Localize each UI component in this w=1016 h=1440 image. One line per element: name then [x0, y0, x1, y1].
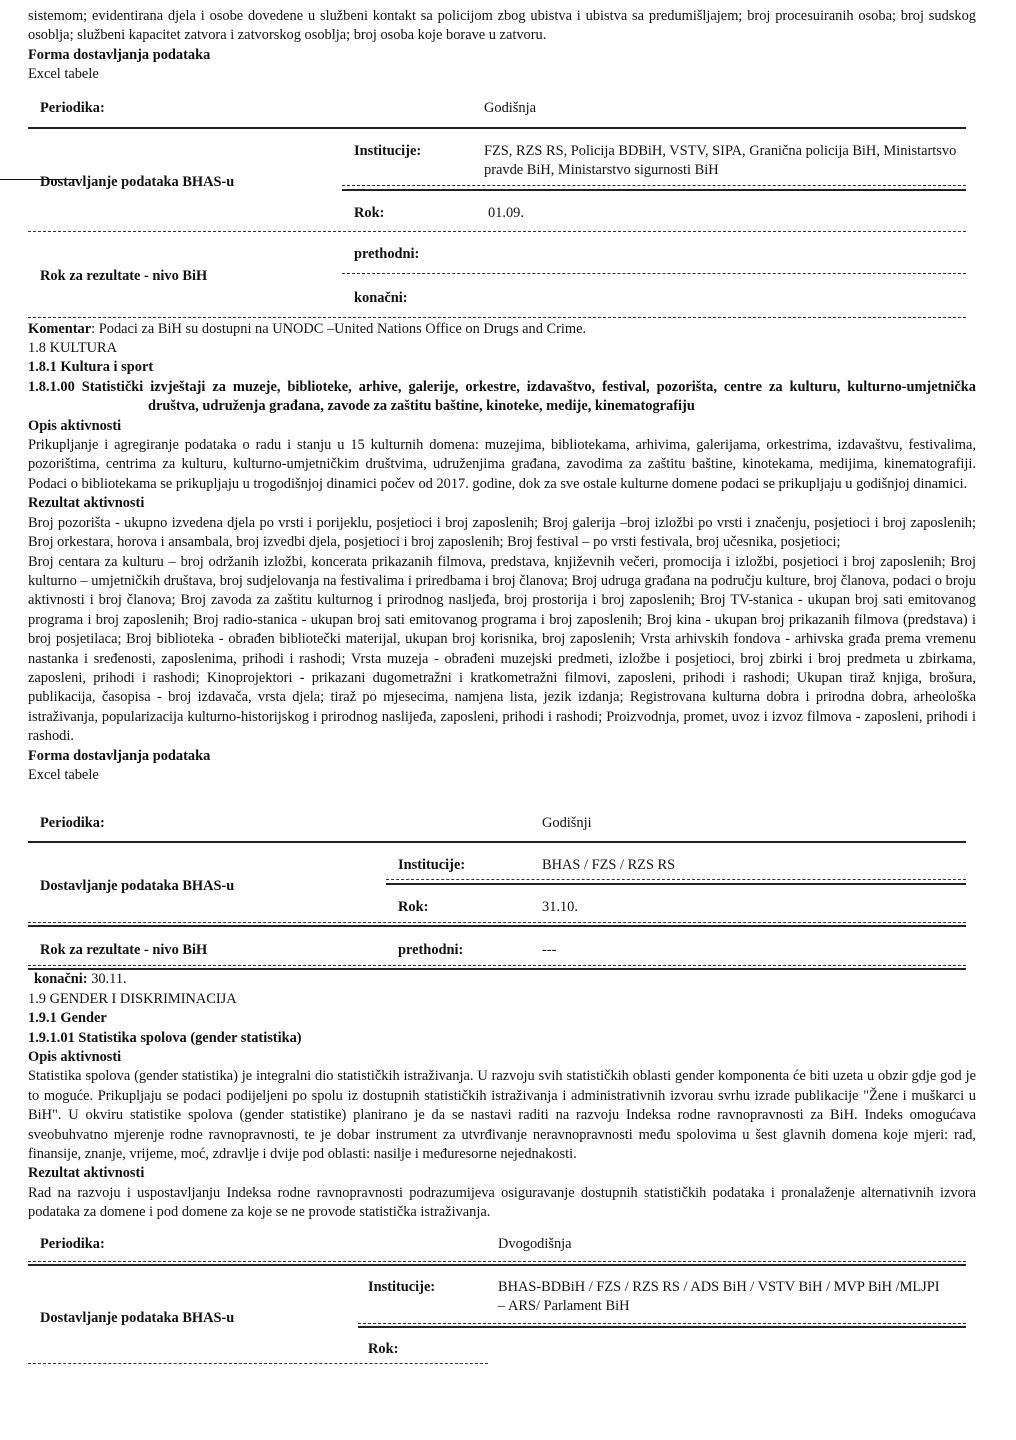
- table-divider: [28, 1261, 966, 1262]
- komentar-text: : Podaci za BiH su dostupni na UNODC –United Nations Office on Drugs and Crime.: [91, 320, 587, 337]
- konacni-value: 30.11.: [87, 971, 127, 988]
- opis-text: Prikupljanje i agregiranje podataka o radu i stanju u 15 kulturnih domena: muzejima, bibliotekama, arhivima, galerijama, orkestrima, izdavaštvu, festivalima, pozorištima, centrima za kulturu, kulturno-umjetničkim društvima, udruženjima građana, zavodima za zaštitu baštine, kinotekama, medijima, kinematografiji. Podaci o bibliotekama se prikupljaju u trogodišnjoj dinamici počev od 2017. godine, dok za sve ostale kulturne domene podaci se prikupljaju u godišnjoj dinamici.: [28, 437, 976, 492]
- schedule-table-kultura: [28, 812, 966, 1002]
- table-divider: [386, 883, 966, 885]
- rok-label: Rok:: [354, 204, 385, 221]
- forma-heading: Forma dostavljanja podataka: [28, 46, 211, 63]
- opis-heading: Opis aktivnosti: [28, 1049, 122, 1065]
- institucije-value: FZS, RZS RS, Policija BDBiH, VSTV, SIPA, Granična policija BiH, Ministartsvo pravde BiH, Ministarstvo sigurnosti BiH: [484, 142, 957, 178]
- opis-heading: Opis aktivnosti: [28, 417, 122, 434]
- table-divider: [28, 231, 966, 232]
- document-page: [28, 7, 976, 1383]
- rok-value: 31.10.: [542, 899, 578, 916]
- table-divider: [28, 968, 966, 970]
- konacni-label: konačni:: [354, 289, 408, 306]
- opis-text: Statistika spolova (gender statistika) je integralni dio statističkih istraživanja. U razvoju svih statističkih oblasti gender komponenta će biti uzeta u obzir gdje god je to moguće. Prikupljaju se podaci podijeljeni po spolu iz dostupnih statističkih istraživanja i administrativnih izvorau svrhu izrade publikacije "Žene i muškarci u BiH". U okviru statistike spolova (gender statistike) planirano je da se nastavi raditi na razvoju Indeksa rodne ravnopravnosti za BiH. Indeks omogućava sveobuhvatno mjerenje rodne ravnopravnosti, te je dobar instrument za utvrđivanje neravnopravnosti među spolovima u šest glavnih domena koje mjeri: rad, finansije, znanje, vrijeme, moć, zdravlje i dvije pod oblasti: nasilje i međuresorne nejednakosti.: [28, 1068, 976, 1163]
- rezultat-heading: Rezultat aktivnosti: [28, 1165, 145, 1182]
- komentar-line: [28, 320, 976, 339]
- section-heading: 1.8 KULTURA: [28, 340, 118, 357]
- item-title: 1.8.1.00 Statistički izvještaji za muzeje, biblioteke, arhive, galerije, orkestre, izdavaštvo, festival, pozorišta, centre za kulturu, kulturno-umjetnička društva, udruženja građana, zavode za zaštitu baštine, kinoteke, medije, kinematografiju: [28, 378, 976, 415]
- table-divider: [28, 922, 966, 923]
- rezultat-text: Broj pozorišta - ukupno izvedena djela po vrsti i porijeklu, posjetioci i broj zaposlenih; Broj galerija –broj izložbi po vrsti i značenju, posjetioci i broj zaposlenih; Broj orkestara, horova i ansambala, broj izvedbi djela, posjetioci i broj zaposlenih; Broj festival – po vrsti festivala, broj učesnika, posjetioci;: [28, 514, 976, 551]
- rezultat-text: Rad na razvoju i uspostavljanju Indeksa rodne ravnopravnosti podrazumijeva osiguravanje dostupnih statističkih podataka i pronalaženje alternativnih izvora podataka za domene i pod domene za koje se ne provode statistička istraživanja.: [28, 1184, 976, 1221]
- table-divider: [28, 841, 966, 843]
- rezultate-label: Rok za rezultate - nivo BiH: [40, 942, 208, 959]
- item-title: 1.9.1.01 Statistika spolova (gender statistika): [28, 1029, 302, 1046]
- continuation-paragraph: sistemom; evidentirana djela i osobe dovedene u službeni kontakt sa policijom zbog ubistva i ubistva sa predumišljajem; broj procesuiranih osoba; broj sudskog osoblja; službeni kapacitet zatvora i zatvorskog osoblja; broj osoba koje borave u zatvoru.: [28, 8, 976, 44]
- subsection-heading: 1.9.1 Gender: [28, 1010, 107, 1027]
- periodika-label: Periodika:: [40, 815, 105, 832]
- table-divider: [358, 1326, 966, 1328]
- prethodni-label: prethodni:: [398, 942, 464, 959]
- rezultat-text: Broj centara za kulturu – broj održanih izložbi, koncerata prikazanih filmova, predstava, književnih večeri, promocija i izložbi, posjetioci i broj zaposlenih; Broj kulturno – umjetničkih društava, broj sudjelovanja na festivalima i priredbama i broj članova; Broj udruga građana na području kulture, broj članova, podaci o broju aktivnosti i broj članova; Broj zavoda za zaštitu kulturnog i prirodnog nasljeđa, broj prostorija i broj zaposlenih; Broj TV-stanica - ukupan broj sati emitovanog programa i broj zaposlenih; Broj radio-stanica - ukupan broj sati emitovanog programa i broj zaposlenih; Broj kina - ukupan broj prikazanih filmova (predstava) i broj posjetilaca; Broj biblioteka - obrađen bibliotečki materijal, ukupan broj korisnika, broj zaposlenih; Vrsta arhivskih fondova - arhivska građa prema vremenu nastanka i sređenosti, zaposlenima, prihodi i rashodi; Vrsta muzeja - obrađeni muzejski predmeti, izložbe i posjetioci, broj zbirki i broj predmeta u zbirkama, zaposleni, prihodi i rashodi; Kinoprojektori - prikazani dugometražni i kratkometražni filmovi, zaposleni, prihodi i rashodi; Ukupan tiraž knjiga, brošura, publikacija, časopisa - broj izdavača, vrsta djela; tiraž po mjesecima, namjena lista, jezik izdanja; Registrovana kulturna dobra i prirodna dobra, arheološka istraživanja, popularizacija kulturno-historijskog i prirodnog naslijeđa, zaposleni, prihodi i rashodi; Proizvodnja, promet, uvoz i izvoz filmova - zaposleni, prihodi i rashodi.: [28, 553, 976, 745]
- prethodni-label: prethodni:: [354, 245, 420, 262]
- rezultat-heading: Rezultat aktivnosti: [28, 495, 145, 512]
- institucije-label: Institucije:: [398, 857, 466, 874]
- table-divider: [28, 965, 966, 966]
- table-divider: [28, 1363, 488, 1364]
- table-divider: [386, 879, 966, 880]
- institucije-value: BHAS-BDBiH / FZS / RZS RS / ADS BiH / VSTV BiH / MVP BiH /MLJPI – ARS/ Parlament BiH: [498, 1278, 940, 1314]
- institucije-value: BHAS / FZS / RZS RS: [542, 857, 676, 874]
- dostavljanje-label: Dostavljanje podataka BHAS-u: [40, 878, 235, 895]
- forma-heading: Forma dostavljanja podataka: [28, 747, 211, 764]
- table-divider: [358, 1323, 966, 1324]
- table-divider: [28, 925, 966, 927]
- table-divider: [342, 185, 966, 186]
- rezultate-label: Rok za rezultate - nivo BiH: [40, 267, 208, 284]
- konacni-label: konačni:: [34, 971, 88, 988]
- table-divider: [28, 1264, 966, 1266]
- prethodni-value: ---: [542, 942, 557, 959]
- periodika-value: Godišnja: [484, 99, 536, 116]
- periodika-label: Periodika:: [40, 1235, 105, 1252]
- dostavljanje-label: Dostavljanje podataka BHAS-u: [40, 1309, 235, 1326]
- section-heading: 1.9 GENDER I DISKRIMINACIJA: [28, 990, 237, 1007]
- forma-value: Excel tabele: [28, 66, 99, 83]
- periodika-label: Periodika:: [40, 99, 105, 116]
- table-divider: [342, 273, 966, 274]
- table-divider: [28, 127, 966, 129]
- rok-label: Rok:: [368, 1340, 399, 1357]
- institucije-label: Institucije:: [368, 1278, 436, 1295]
- schedule-table-crime: [28, 85, 966, 322]
- institucije-label: Institucije:: [354, 142, 422, 159]
- schedule-table-gender: [28, 1233, 966, 1383]
- komentar-label: Komentar: [28, 320, 92, 337]
- dostavljanje-label: Dostavljanje podataka BHAS-u: [40, 173, 235, 190]
- subsection-heading: 1.8.1 Kultura i sport: [28, 359, 154, 376]
- periodika-value: Dvogodišnja: [498, 1235, 572, 1252]
- forma-value: Excel tabele: [28, 766, 99, 783]
- rok-value: 01.09.: [488, 204, 524, 221]
- rok-label: Rok:: [398, 899, 429, 916]
- periodika-value: Godišnji: [542, 815, 592, 832]
- table-divider: [28, 317, 966, 318]
- table-divider: [342, 189, 966, 191]
